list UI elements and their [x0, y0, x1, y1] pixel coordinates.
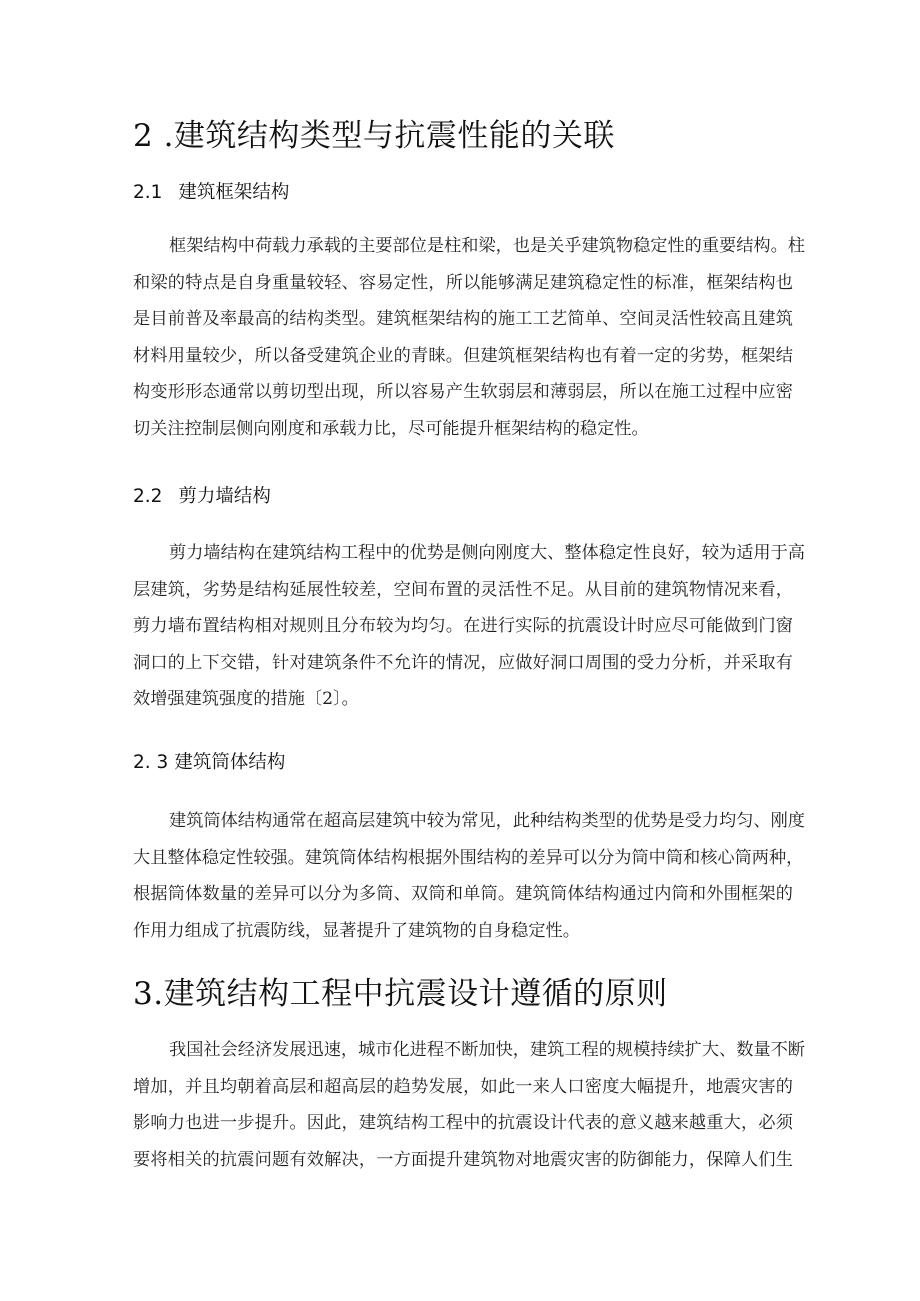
paragraph-line: 构变形形态通常以剪切型出现，所以容易产生软弱层和薄弱层，所以在施工过程中应密: [133, 382, 793, 402]
paragraph-line: 影响力也进一步提升。因此，建筑结构工程中的抗震设计代表的意义越来越重大，必须: [133, 1113, 793, 1133]
paragraph-tube-structure: [133, 803, 805, 949]
paragraph-line: 根据筒体数量的差异可以分为多筒、双筒和单筒。建筑筒体结构通过内筒和外围框架的: [133, 884, 793, 904]
paragraph-line: 切关注控制层侧向刚度和承载力比，尽可能提升框架结构的稳定性。: [133, 418, 649, 439]
paragraph-line: 和梁的特点是自身重量较轻、容易定性，所以能够满足建筑稳定性的标准，框架结构也: [133, 272, 793, 293]
section-2-heading: 2 .建筑结构类型与抗震性能的关联: [133, 118, 615, 154]
paragraph-frame-structure: [133, 228, 805, 447]
paragraph-line: 剪力墙结构在建筑结构工程中的优势是侧向刚度大、整体稳定性良好，较为适用于高: [169, 543, 805, 563]
paragraph-line: 剪力墙布置结构相对规则且分布较为均匀。在进行实际的抗震设计时应尽可能做到门窗: [133, 616, 793, 636]
subsection-2-3-number: 2. 3: [133, 752, 169, 773]
paragraph-line: 材料用量较少，所以备受建筑企业的青睐。但建筑框架结构也有着一定的劣势，框架结: [133, 345, 793, 366]
paragraph-seismic-principles: [133, 1032, 805, 1178]
subsection-2-1-heading: [133, 178, 289, 204]
paragraph-line: 是目前普及率最高的结构类型。建筑框架结构的施工工艺简单、空间灵活性较高且建筑: [133, 309, 793, 329]
paragraph-line: 大且整体稳定性较强。建筑筒体结构根据外围结构的差异可以分为筒中筒和核心筒两种，: [133, 847, 804, 868]
paragraph-line: 我国社会经济发展迅速，城市化进程不断加快，建筑工程的规模持续扩大、数量不断: [169, 1040, 805, 1060]
paragraph-line: 建筑筒体结构通常在超高层建筑中较为常见，此种结构类型的优势是受力均匀、刚度: [169, 811, 805, 831]
subsection-2-1-title: 建筑框架结构: [178, 182, 290, 203]
subsection-2-1-number: 2.1: [133, 182, 163, 203]
paragraph-line: 要将相关的抗震问题有效解决，一方面提升建筑物对地震灾害的防御能力，保障人们生: [133, 1149, 793, 1170]
paragraph-shear-wall: [133, 535, 805, 718]
subsection-2-3-heading: [133, 748, 285, 774]
paragraph-line: 框架结构中荷载力承载的主要部位是柱和梁，也是关乎建筑物稳定性的重要结构。柱: [169, 236, 805, 256]
paragraph-line: 增加，并且均朝着高层和超高层的趋势发展，如此一来人口密度大幅提升，地震灾害的: [133, 1076, 793, 1097]
paragraph-line: 洞口的上下交错，针对建筑条件不允许的情况，应做好洞口周围的受力分析，并采取有: [133, 652, 793, 673]
paragraph-line: 层建筑，劣势是结构延展性较差，空间布置的灵活性不足。从目前的建筑物情况来看，: [133, 579, 793, 600]
section-3-heading: 3.建筑结构工程中抗震设计遵循的原则: [133, 976, 668, 1012]
paragraph-line: 效增强建筑强度的措施〔2〕。: [133, 689, 359, 709]
subsection-2-2-heading: [133, 482, 271, 508]
subsection-2-2-number: 2.2: [133, 486, 163, 507]
paragraph-line: 作用力组成了抗震防线，显著提升了建筑物的自身稳定性。: [133, 920, 580, 941]
subsection-2-2-title: 剪力墙结构: [178, 486, 271, 507]
subsection-2-3-title: 建筑筒体结构: [174, 752, 286, 773]
